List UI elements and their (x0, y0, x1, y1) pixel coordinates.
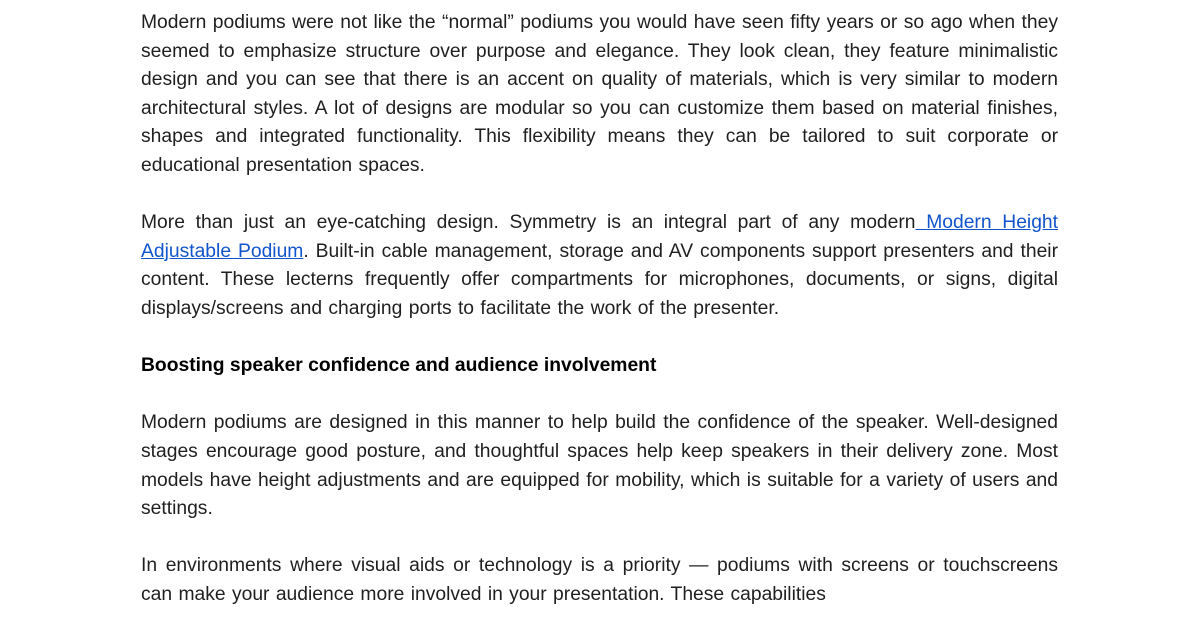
paragraph-text-after-link: . Built-in cable management, storage and AV components support presenters and their content. These lecterns frequently offer compartments for microphones, documents, or signs, digital displays/screens and charging ports to facilitate the work of the presenter. (141, 240, 1058, 319)
paragraph-text-before-link: More than just an eye-catching design. Symmetry is an integral part of any modern (141, 212, 916, 234)
paragraph-technology: In environments where visual aids or technology is a priority — podiums with screens or touchscreens can make your audience more involved in your presentation. These capabilities (141, 555, 1058, 605)
document-body (141, 9, 1058, 630)
paragraph-design (141, 209, 1058, 323)
paragraph-modern-podiums: Modern podiums were not like the “normal” podiums you would have seen fifty years or so ago when they seemed to emphasize structure over purpose and elegance. They look clean, they feature minimalistic design and you can see that there is an accent on quality of materials, which is very similar to modern architectural styles. A lot of designs are modular so you can customize them based on material finishes, shapes and integrated functionality. This flexibility means they can be tailored to suit corporate or educational presentation spaces. (141, 12, 1058, 176)
paragraph-confidence: Modern podiums are designed in this manner to help build the confidence of the speaker. Well-designed stages encourage good posture, and thoughtful spaces help keep speakers in their delivery zone. Most models have height adjustments and are equipped for mobility, which is suitable for a variety of users and settings. (141, 412, 1058, 520)
modern-height-adjustable-podium-link[interactable]: Modern Height Adjustable Podium (141, 212, 1059, 262)
section-heading: Boosting speaker confidence and audience involvement (141, 355, 657, 377)
